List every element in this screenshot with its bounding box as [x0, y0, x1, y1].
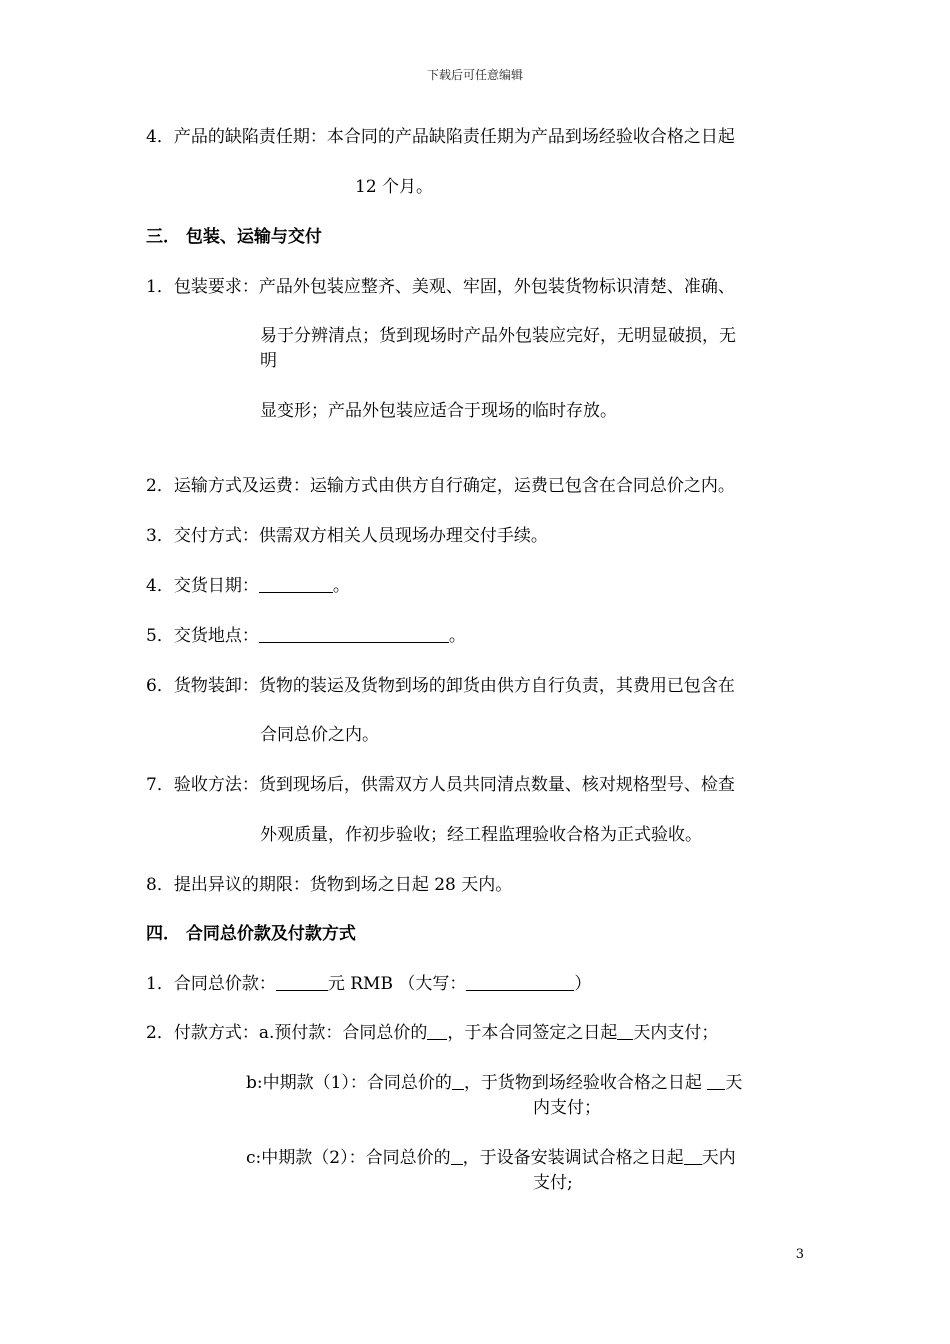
- clause-3-8-objection-period: 8．提出异议的期限：货物到场之日起 28 天内。: [146, 875, 513, 895]
- clause-3-1-packaging-cont3: 显变形；产品外包装应适合于现场的临时存放。: [260, 401, 617, 421]
- clause-3-6-loading-cont: 合同总价之内。: [260, 725, 379, 745]
- total-price-mid: 元 RMB （大写：: [327, 974, 467, 994]
- payment-c-percent-blank[interactable]: [451, 1146, 463, 1165]
- clause-4-2-payment-b-cont: 内支付；: [533, 1098, 601, 1118]
- payment-b-days-blank[interactable]: [707, 1071, 725, 1090]
- clause-4-2-payment-a: [146, 1021, 718, 1045]
- payment-a-text1: 2．付款方式：a.预付款：合同总价的: [146, 1023, 428, 1043]
- payment-b-percent-blank[interactable]: [452, 1071, 464, 1090]
- clause-3-1-packaging-cont1: 易于分辨清点；货到现场时产品外包装应完好，无明显破损，无: [260, 326, 736, 346]
- page-header: 下载后可任意编辑: [426, 68, 523, 82]
- clause-3-7-acceptance-cont: 外观质量，作初步验收；经工程监理验收合格为正式验收。: [260, 825, 702, 845]
- delivery-date-end: 。: [332, 576, 350, 596]
- payment-a-text3: 天内支付；: [633, 1023, 719, 1043]
- delivery-place-label: 5．交货地点：: [146, 626, 259, 646]
- section-3-title: 三． 包装、运输与交付: [146, 227, 322, 247]
- clause-4-defect-period: 4．产品的缺陷责任期：本合同的产品缺陷责任期为产品到场经验收合格之日起: [146, 127, 735, 147]
- clause-3-6-loading: 6．货物装卸：货物的装运及货物到场的卸货由供方自行负责，其费用已包含在: [146, 676, 735, 696]
- clause-4-2-payment-c: [246, 1146, 736, 1170]
- delivery-date-label: 4．交货日期：: [146, 576, 259, 596]
- delivery-date-blank[interactable]: [259, 574, 333, 593]
- payment-a-text2: ，于本合同签定之日起: [447, 1023, 618, 1043]
- clause-3-1-packaging-cont2: 明: [260, 351, 277, 371]
- clause-3-1-packaging: 1．包装要求：产品外包装应整齐、美观、牢固，外包装货物标识清楚、准确、: [146, 277, 735, 297]
- payment-c-text2: ，于设备安装调试合格之日起: [462, 1148, 684, 1168]
- total-price-end: ）: [574, 974, 592, 994]
- clause-3-7-acceptance: 7．验收方法：货到现场后，供需双方人员共同清点数量、核对规格型号、检查: [146, 775, 735, 795]
- section-4-title: 四． 合同总价款及付款方式: [146, 924, 356, 944]
- clause-4-2-payment-c-cont: 支付;: [533, 1173, 573, 1193]
- payment-b-text1: b:中期款（1）：合同总价的: [246, 1073, 452, 1093]
- payment-b-text2: ，于货物到场经验收合格之日起: [463, 1073, 708, 1093]
- payment-a-percent-blank[interactable]: [427, 1021, 447, 1040]
- clause-3-4-delivery-date: [146, 574, 350, 598]
- clause-4-1-total-price: [146, 972, 591, 996]
- clause-3-3-delivery-method: 3．交付方式：供需双方相关人员现场办理交付手续。: [146, 526, 548, 546]
- payment-b-text3: 天: [725, 1073, 743, 1093]
- payment-c-days-blank[interactable]: [684, 1146, 702, 1165]
- clause-4-2-payment-b: [246, 1071, 742, 1095]
- delivery-place-end: 。: [448, 626, 466, 646]
- total-price-blank[interactable]: [276, 972, 328, 991]
- payment-c-text3: 天内: [701, 1148, 736, 1168]
- delivery-place-blank[interactable]: [259, 624, 449, 643]
- payment-c-text1: c:中期款（2）：合同总价的: [246, 1148, 451, 1168]
- clause-3-5-delivery-place: [146, 624, 466, 648]
- payment-a-days-blank[interactable]: [617, 1021, 633, 1040]
- clause-4-defect-period-cont: 12 个月。: [355, 177, 434, 197]
- clause-3-2-transport: 2．运输方式及运费：运输方式由供方自行确定，运费已包含在合同总价之内。: [146, 476, 735, 496]
- total-price-words-blank[interactable]: [466, 972, 574, 991]
- page-number: 3: [795, 1247, 804, 1262]
- total-price-label: 1．合同总价款：: [146, 974, 276, 994]
